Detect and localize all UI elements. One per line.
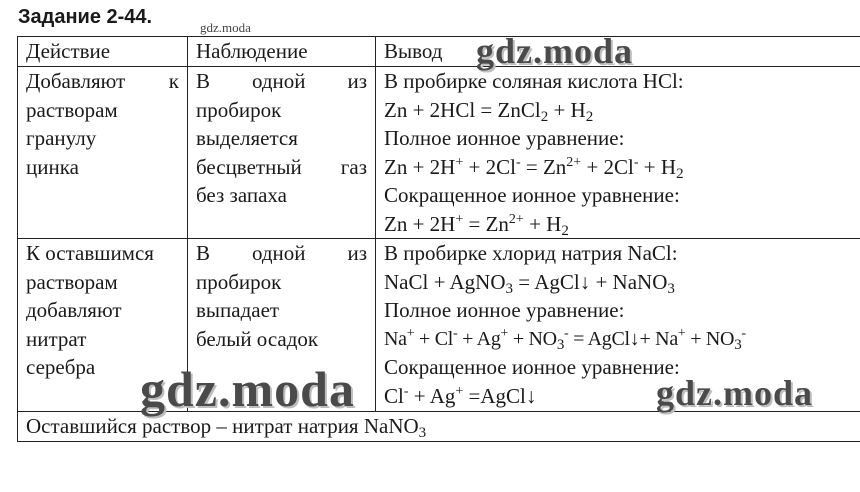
text-line: гранулу [26, 126, 97, 150]
header-action: Действие [18, 37, 188, 67]
text-line: Добавляют к [26, 69, 179, 93]
cell-action [18, 67, 188, 239]
equation-line: $Na^+ + Cl^- + Ag^+ + NO_3^-$ = AgCl↓+ $Na^+ + NO_3^-$ [384, 325, 746, 353]
cell-observation [188, 67, 376, 239]
text-line: выделяется [196, 126, 298, 150]
text-line: К оставшимся [26, 241, 154, 265]
cell-conclusion [376, 67, 860, 239]
table-header-row [18, 37, 860, 67]
equation-line: $Zn + 2H^+ = Zn^{2+} + H_2$ [384, 211, 569, 239]
text-line: пробирок [196, 97, 282, 122]
text-line: Полное ионное уравнение: [384, 126, 625, 150]
text-line: бесцветный газ [196, 154, 367, 179]
footer-cell: Оставшийся раствор – нитрат натрия NaNO$_3$ [18, 412, 860, 442]
text-line: Сокращенное ионное уравнение: [384, 183, 680, 207]
equation-line: NaCl + AgNO$_3$ = AgCl↓ + NaNO$_3$ [384, 269, 675, 297]
text-line: В пробирке соляная кислота HCl: [384, 69, 684, 93]
equation-line: Cl- + Ag+ =AgCl↓ [384, 383, 537, 408]
text-line: нитрат [26, 326, 87, 351]
text-line: В одной из [196, 69, 367, 93]
watermark-large: gdz.moda [476, 31, 634, 71]
task-title: Задание 2-44. [18, 6, 153, 28]
text-line: серебра [26, 355, 96, 379]
watermark-small: gdz.moda [200, 20, 251, 35]
equation-line: $Zn + 2H^+ + 2Cl^- = Zn^{2+} + 2Cl^- + H_2$ [384, 154, 684, 182]
table-row [18, 67, 860, 239]
text-line: пробирок [196, 269, 282, 294]
text-line: цинка [26, 154, 79, 179]
text-line: В пробирке хлорид натрия NaCl: [384, 241, 678, 265]
text-line: выпадает [196, 298, 280, 322]
watermark-large: gdz.moda [656, 373, 814, 413]
text-line: Полное ионное уравнение: [384, 298, 625, 322]
text-line: белый осадок [196, 326, 319, 351]
equation-line: Zn + 2HCl = ZnCl$_2$ + $H_2$ [384, 97, 594, 125]
text-line: добавляют [26, 298, 122, 322]
text-line: без запаха [196, 183, 287, 207]
text-line: растворам [26, 269, 118, 294]
text-line: В одной из [196, 241, 367, 265]
text-line: растворам [26, 97, 118, 122]
header-observation: Наблюдение [188, 37, 376, 67]
header-conclusion: Вывод [376, 37, 860, 67]
watermark-large: gdz.moda [140, 361, 355, 417]
text-line: Сокращенное ионное уравнение: [384, 355, 680, 379]
